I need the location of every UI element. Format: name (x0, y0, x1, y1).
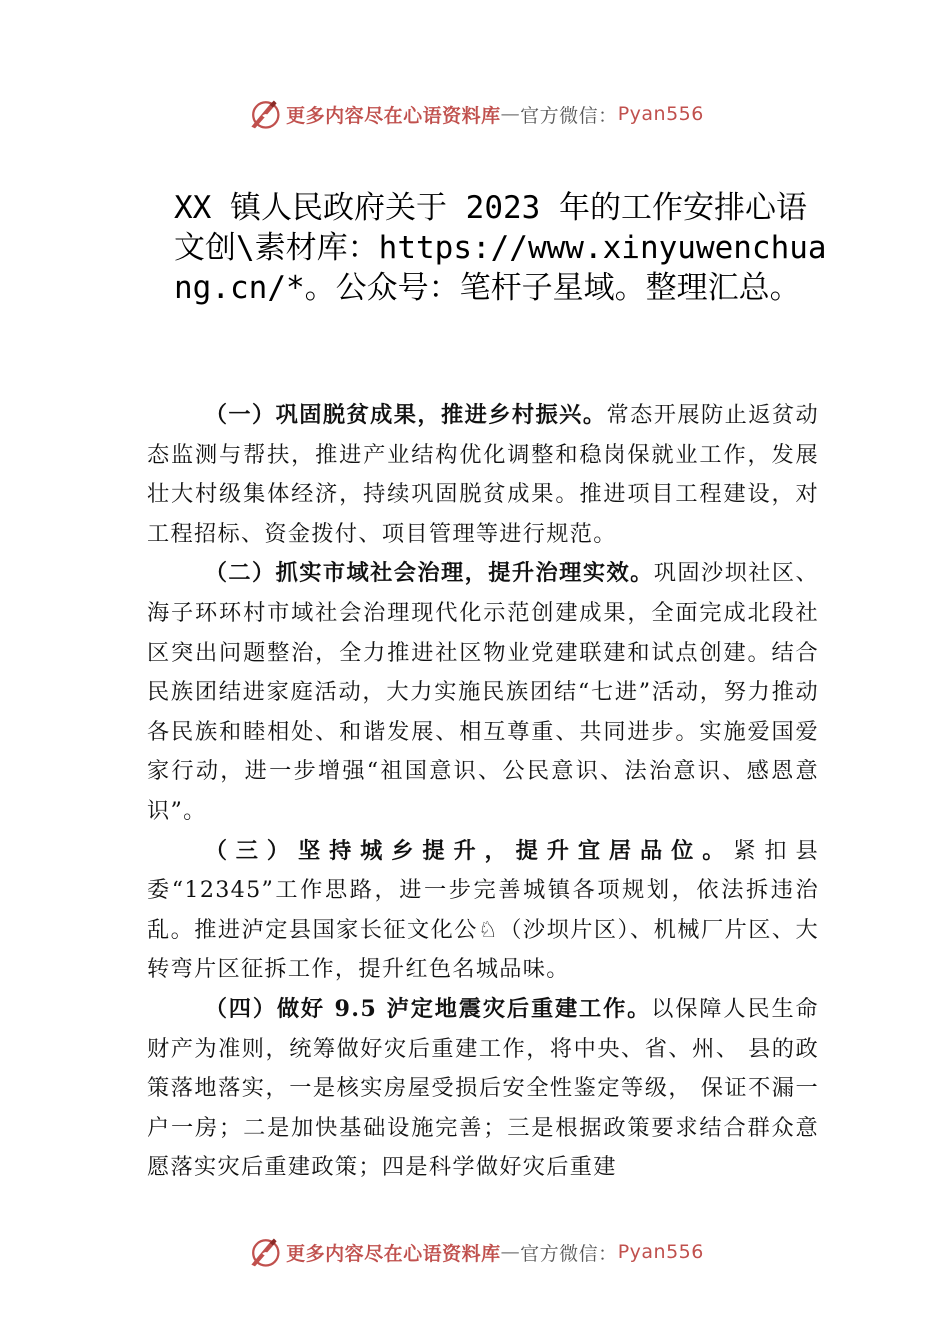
pen-seal-logo-icon (246, 96, 282, 132)
header-library-text: 更多内容尽在心语资料库 (286, 104, 501, 127)
document-title: XX 镇人民政府关于 2023 年的工作安排心语文创\素材库：https://www.xinyuwenchuang.cn/*。公众号：笔杆子星域。整理汇总。 (174, 190, 827, 306)
paragraph-4-lead: （四）做好 9.5 泸定地震灾后重建工作。 (204, 995, 652, 1022)
paragraph-3 (147, 832, 819, 990)
pen-seal-logo-icon (246, 1234, 282, 1270)
document-body (147, 396, 819, 1188)
paragraph-1-lead: （一）巩固脱贫成果，推进乡村振兴。 (204, 402, 607, 428)
footer-wechat-label: 官方微信： (520, 1242, 618, 1265)
paragraph-1-text: 常态开展防止返贫动态监测与帮扶，推进产业结构优化调整和稳岗保就业工作，发展壮大村级集体经济，持续巩固脱贫成果。推进项目工程建设，对工程招标、资金拨付、项目管理等进行规范。 (147, 402, 819, 547)
paragraph-2-text: 巩固沙坝社区、海子环环村市域社会治理现代化示范创建成果，全面完成北段社区突出问题整治，全力推进社区物业党建联建和试点创建。结合民族团结进家庭活动，大力实施民族团结“七进”活动，努力推动各民族和睦相处、和谐发展、相互尊重、共同进步。实施爱国爱家行动，进一步增强“祖国意识、公民意识、法治意识、感恩意识”。 (147, 560, 819, 824)
header-dash: — (500, 103, 521, 125)
footer-wechat-id: Pyan556 (617, 1241, 704, 1263)
footer-dash: — (500, 1241, 521, 1263)
header-wechat-label: 官方微信： (520, 104, 618, 127)
footer-watermark (0, 1232, 950, 1272)
paragraph-3-lead: （三）坚持城乡提升，提升宜居品位。 (204, 837, 734, 864)
paragraph-4 (147, 990, 819, 1188)
paragraph-4-text: 以保障人民生命财产为准则，统筹做好灾后重建工作，将中央、省、州、 县的政策落地落实，一是核实房屋受损后安全性鉴定等级， 保证不漏一户一房；二是加快基础设施完善；三是根据政策要求结合群众意愿落实灾后重建政策；四是科学做好灾后重建 (147, 995, 819, 1181)
paragraph-2-lead: （二）抓实市域社会治理，提升治理实效。 (204, 560, 654, 587)
paragraph-2 (147, 554, 819, 831)
header-wechat-id: Pyan556 (617, 103, 704, 125)
paragraph-3-text: 紧扣县委“12345”工作思路，进一步完善城镇各项规划，依法拆违治乱。推进泸定县国家长征文化公♘（沙坝片区）、机械厂片区、大转弯片区征拆工作，提升红色名城品味。 (147, 837, 819, 983)
paragraph-1 (147, 396, 819, 554)
footer-library-text: 更多内容尽在心语资料库 (286, 1242, 501, 1265)
header-watermark (0, 94, 950, 134)
